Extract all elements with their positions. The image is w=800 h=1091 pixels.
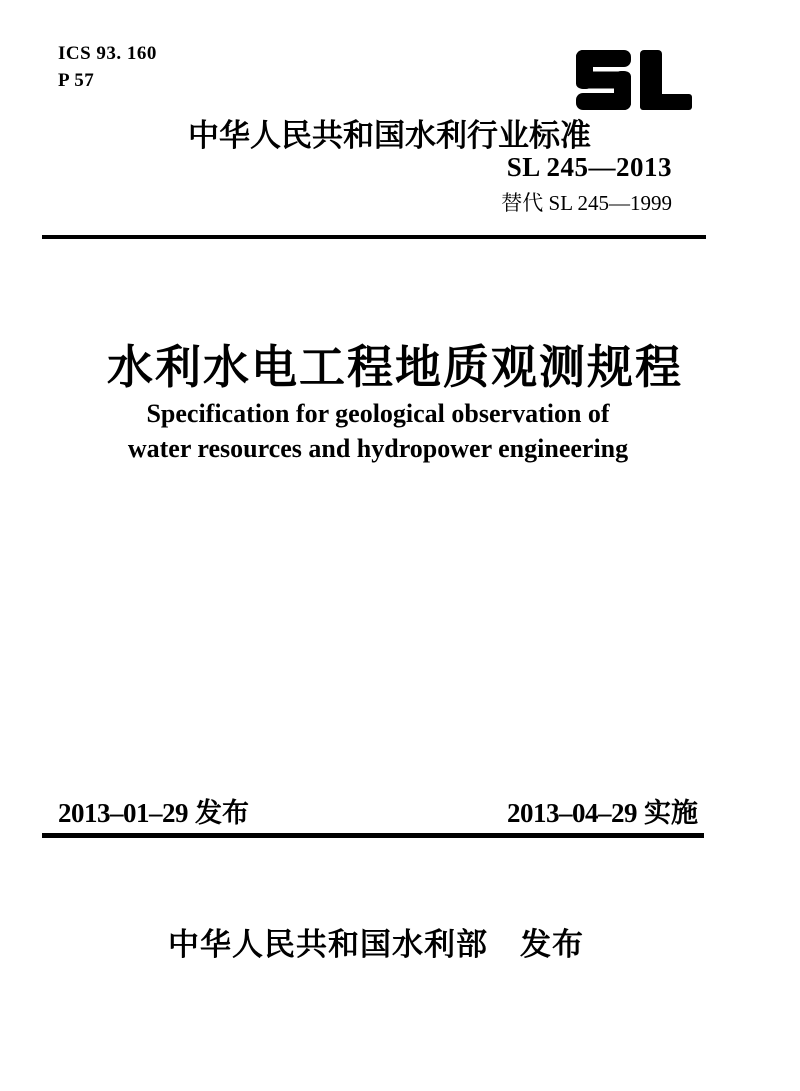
meta-block bbox=[58, 40, 157, 94]
title-chinese: 水利水电工程地质观测规程 bbox=[107, 341, 683, 393]
implement-date-line bbox=[507, 791, 698, 830]
title-english bbox=[0, 396, 756, 466]
standard-number: SL 245—2013 bbox=[506, 152, 672, 182]
implement-date-label: 实施 bbox=[644, 798, 698, 828]
standard-number-block bbox=[501, 152, 672, 217]
title-english-line1: Specification for geological observation of bbox=[146, 399, 610, 428]
ics-code: ICS 93. 160 bbox=[58, 43, 157, 64]
standard-category-heading: 中华人民共和国水利行业标准 bbox=[188, 118, 591, 153]
title-english-line2: water resources and hydropower engineering bbox=[127, 434, 629, 463]
issue-date-label: 发布 bbox=[195, 798, 249, 828]
implement-date: 2013–04–29 bbox=[507, 798, 637, 828]
classification-code: P 57 bbox=[58, 70, 95, 91]
replaces-note: 替代 SL 245—1999 bbox=[501, 191, 672, 215]
sl-logo-icon bbox=[576, 50, 692, 110]
issue-date: 2013–01–29 bbox=[58, 798, 188, 828]
issue-date-line bbox=[58, 791, 249, 830]
publisher-line: 中华人民共和国水利部 发布 bbox=[168, 927, 584, 962]
bottom-divider-rule bbox=[42, 833, 704, 838]
top-divider-rule bbox=[42, 235, 706, 239]
